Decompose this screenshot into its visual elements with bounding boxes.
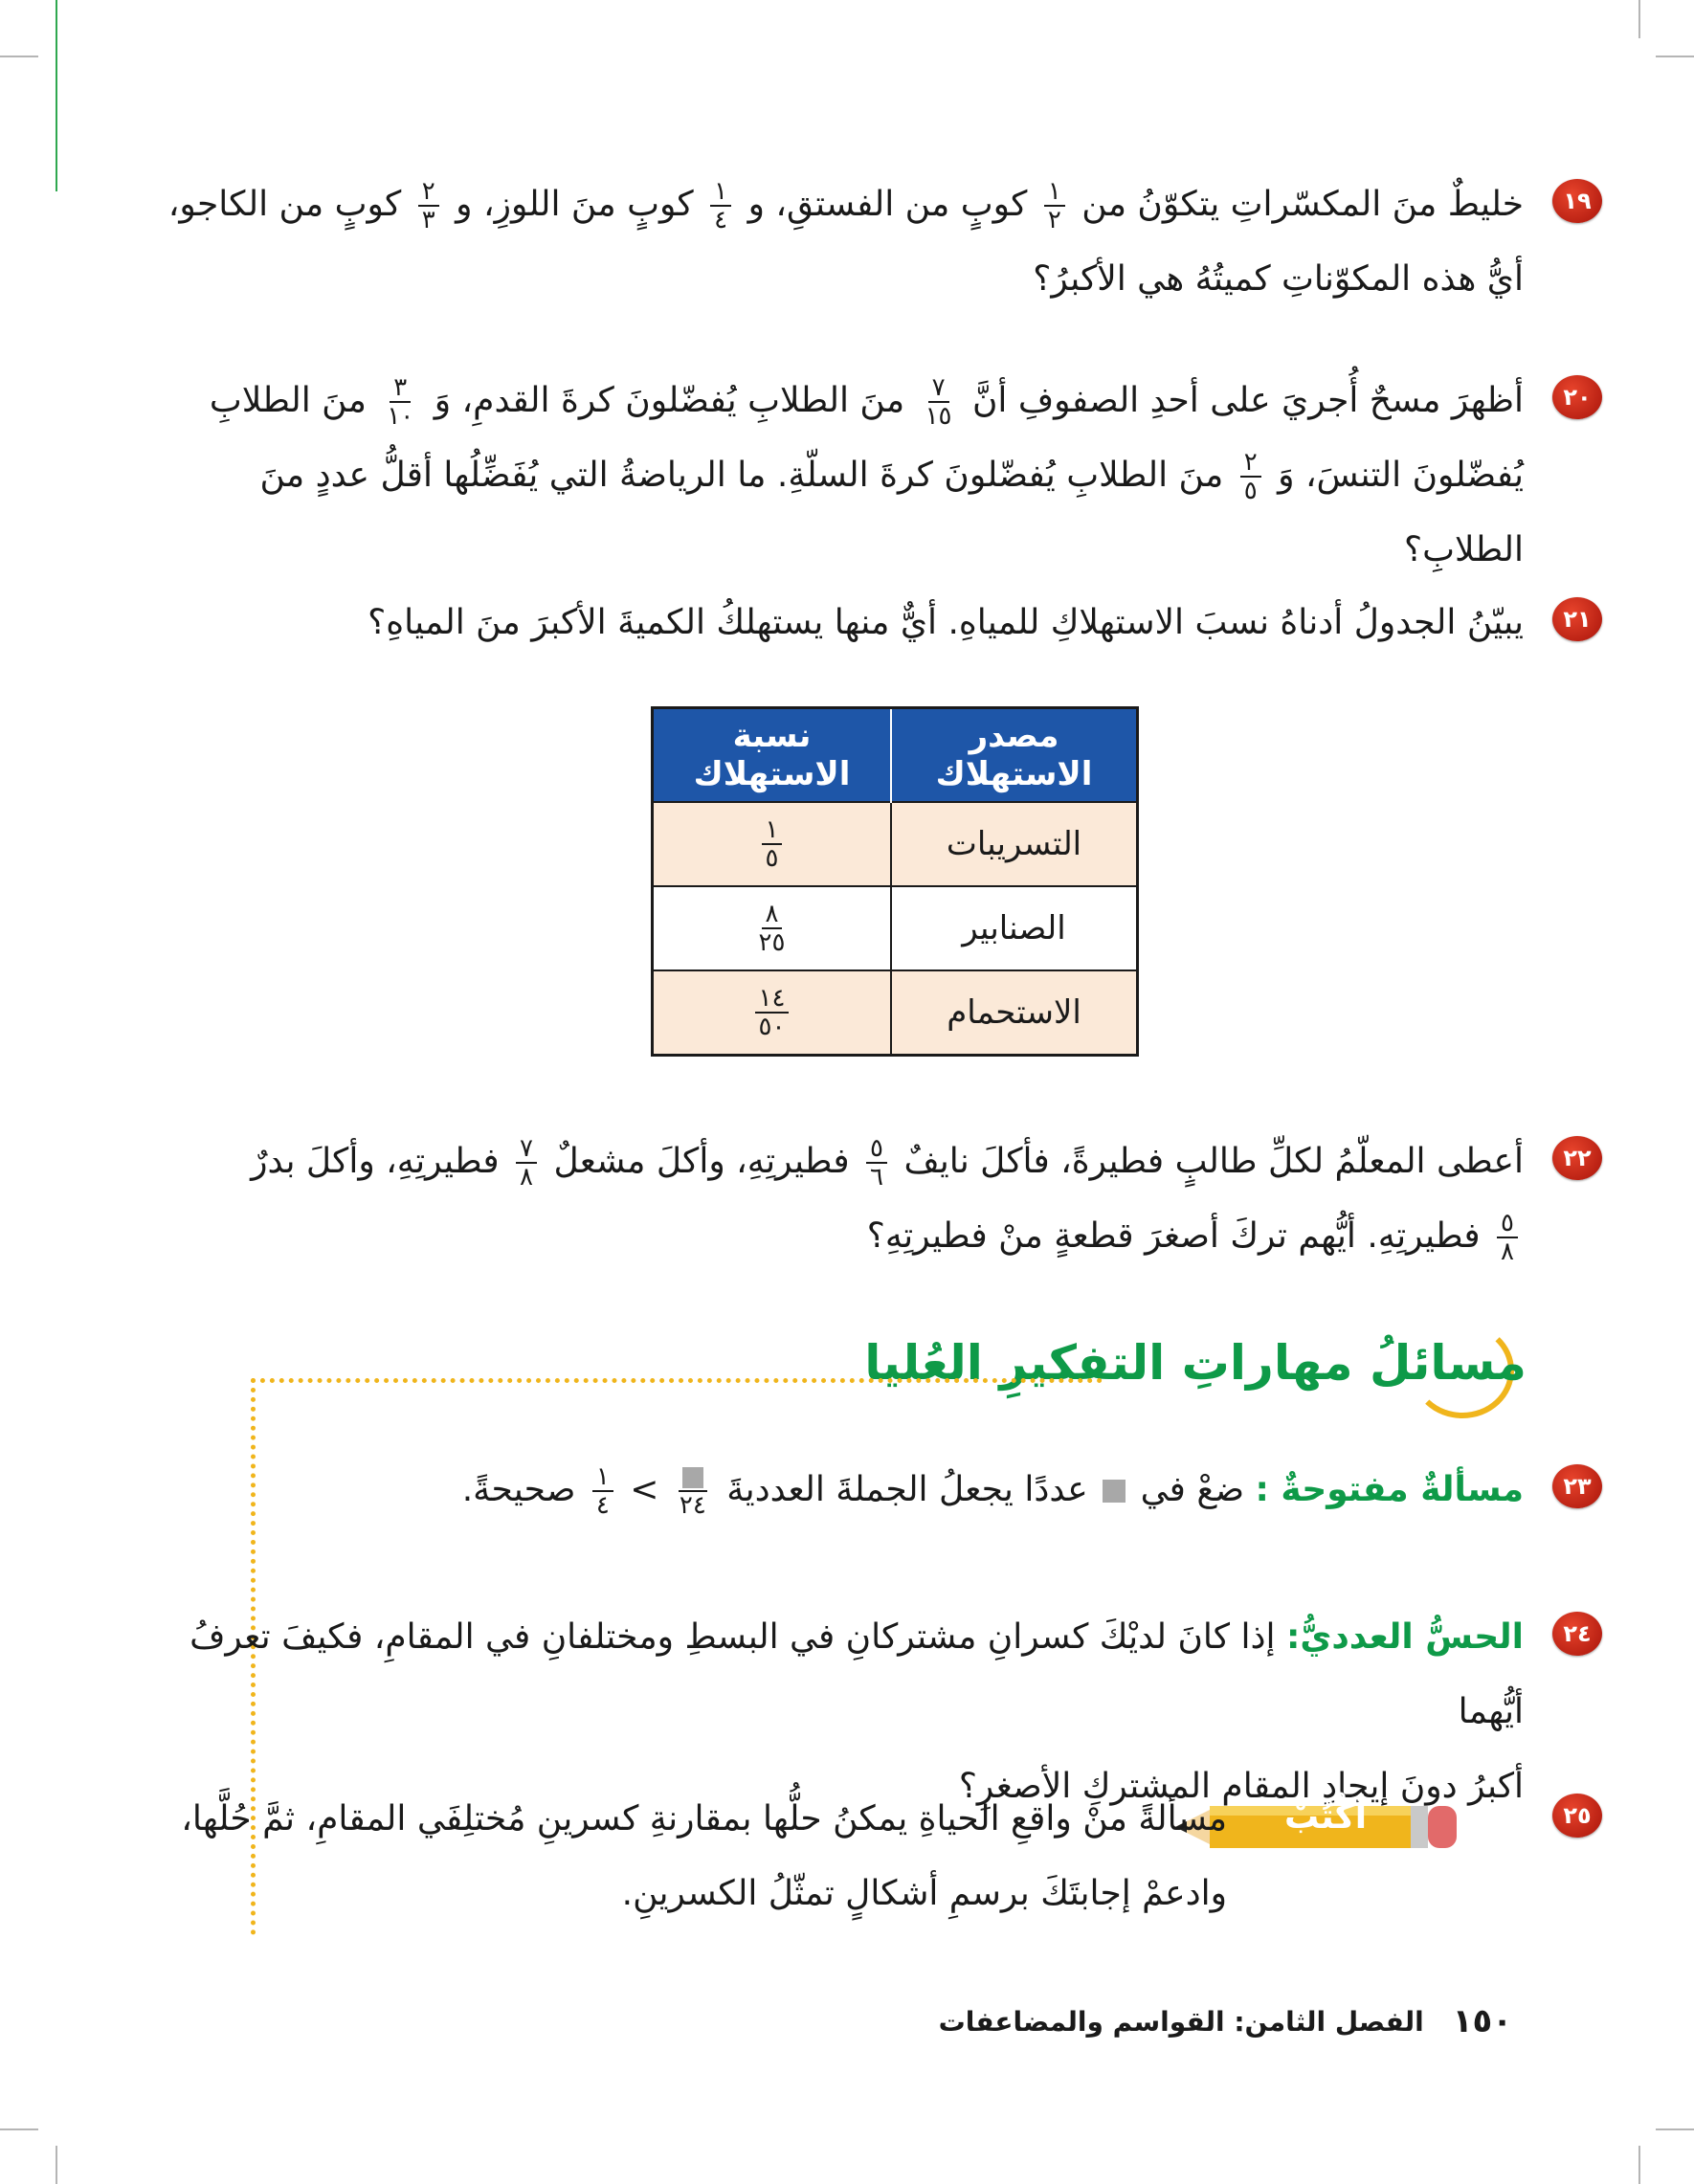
problem-line: وادعمْ إجابتَكَ برسمِ أشكالٍ تمثّلُ الكسرينِ. — [621, 1874, 1227, 1913]
problem-text: ضعْ في — [1140, 1470, 1245, 1509]
numerator: ٢ — [418, 178, 439, 207]
table-row — [653, 970, 1138, 1056]
problem-20 — [165, 364, 1592, 588]
denominator: ٤ — [714, 206, 728, 234]
table-row — [653, 886, 1138, 970]
table-row — [653, 802, 1138, 886]
fraction — [922, 374, 956, 430]
chapter-label: الفصل الثامن: — [1234, 2005, 1424, 2038]
problem-text: منَ الطلابِ يُفضّلونَ كرةَ القدمِ، وَ — [434, 381, 905, 420]
numerator: ٧ — [516, 1135, 537, 1164]
denominator: ٥ — [1243, 477, 1258, 505]
blank-box — [1103, 1480, 1126, 1503]
fraction — [516, 1135, 537, 1191]
fraction — [1497, 1210, 1518, 1265]
problem-line: أكبرُ دونَ إيجادِ المقامِ المشتركِ الأصغرِ؟ — [958, 1767, 1524, 1806]
problem-text: كوبٍ من الفستقِ، و — [747, 185, 1028, 224]
fraction — [1240, 449, 1261, 504]
denominator: ٣ — [421, 206, 435, 234]
numerator: ٥ — [1497, 1210, 1518, 1238]
problem-number-badge: ٢١ — [1552, 597, 1602, 641]
crop-mark — [1638, 0, 1640, 38]
table-header-row — [653, 708, 1138, 803]
denominator: ٢ — [1047, 206, 1061, 234]
numerator: ١ — [1044, 178, 1065, 207]
problem-text: عددًا يجعلُ الجملةَ العدديةَ — [726, 1470, 1088, 1509]
problem-text: إذا كانَ لديْكَ كسرانِ مشتركانِ في البسطِ ومختلفانِ في المقامِ، فكيفَ تعرفُ أيُّهما — [189, 1617, 1524, 1731]
fraction — [592, 1463, 613, 1519]
problem-number-badge: ١٩ — [1552, 179, 1602, 223]
problem-text: كوبٍ منَ اللوزِ، و — [456, 185, 694, 224]
fraction — [710, 178, 731, 234]
margin-bar — [56, 0, 57, 191]
crop-mark — [1656, 56, 1694, 57]
problem-label: الحسُّ العدديُّ: — [1285, 1617, 1524, 1657]
dotted-divider — [251, 1378, 1103, 1383]
denominator: ٤ — [595, 1491, 610, 1520]
problem-number-badge: ٢٢ — [1552, 1136, 1602, 1180]
problem-text: منَ الطلابِ — [209, 381, 367, 420]
table-cell-source: التسريبات — [891, 802, 1138, 886]
table-header-ratio: نسبة الاستهلاك — [653, 708, 892, 803]
numerator: ٣ — [390, 374, 411, 403]
denominator: ٥ — [765, 844, 779, 873]
problem-text: خليطٌ منَ المكسّراتِ يتكوّنُ من — [1081, 185, 1524, 224]
denominator: ٥٠ — [758, 1013, 786, 1041]
table-cell-ratio — [653, 886, 892, 970]
problem-text: مسألةً منْ واقعِ الحياةِ يمكنُ حلُّها بمقارنةِ كسرينِ مُختلِفَي المقامِ، ثمَّ حُلَّها، — [181, 1799, 1227, 1839]
table-cell-source: الاستحمام — [891, 970, 1138, 1056]
fraction — [418, 178, 439, 234]
problem-line — [165, 167, 1524, 242]
pencil-label: أكْتُبْ — [1283, 1797, 1368, 1837]
page-footer — [939, 2002, 1512, 2040]
problem-line — [165, 1600, 1524, 1749]
problem-number-badge: ٢٣ — [1552, 1464, 1602, 1508]
numerator: ٥ — [866, 1135, 887, 1164]
problem-label: مسألةٌ مفتوحةٌ : — [1255, 1470, 1524, 1509]
crop-mark — [0, 56, 38, 57]
problem-number-badge: ٢٤ — [1552, 1612, 1602, 1656]
problem-text: أظهرَ مسحٌ أُجريَ على أحدِ الصفوفِ أنَّ — [971, 381, 1524, 420]
problem-23 — [165, 1453, 1592, 1527]
problem-text: أعطى المعلّمُ لكلِّ طالبٍ فطيرةً، فأكلَ نايفٌ — [903, 1142, 1524, 1181]
problem-number-badge: ٢٥ — [1552, 1794, 1602, 1838]
numerator: ١ — [762, 816, 783, 845]
table-cell-ratio — [653, 970, 892, 1056]
numerator: ١ — [592, 1463, 613, 1492]
problem-19 — [165, 167, 1592, 317]
problem-text: فطيرتِهِ، وأكلَ مشعلٌ — [553, 1142, 850, 1181]
table-header-source: مصدر الاستهلاك — [891, 708, 1138, 803]
table-cell-ratio — [653, 802, 892, 886]
problem-line — [165, 438, 1524, 588]
numerator: ١ — [710, 178, 731, 207]
problem-line — [165, 364, 1524, 438]
problem-text: كوبٍ من الكاجو، — [167, 185, 402, 224]
problem-text: فطيرتِهِ، وأكلَ بدرٌ — [251, 1142, 500, 1181]
denominator: ٢٤ — [679, 1491, 706, 1520]
hots-section-title: مسائلُ مهاراتِ التفكيرِ العُليا — [864, 1335, 1527, 1391]
chapter-title: القواسم والمضاعفات — [938, 2005, 1225, 2038]
table-cell-source: الصنابير — [891, 886, 1138, 970]
problem-21 — [165, 586, 1592, 660]
numerator: ٧ — [928, 374, 949, 403]
problem-line: يبيّنُ الجدولُ أدناهُ نسبَ الاستهلاكِ للمياهِ. أيٌّ منها يستهلكُ الكميةَ الأكبرَ منَ المياهِ؟ — [368, 603, 1524, 642]
problem-22 — [165, 1125, 1592, 1274]
blank-box — [682, 1467, 703, 1488]
comparison-operator: > — [630, 1470, 659, 1509]
fraction — [1044, 178, 1065, 234]
fraction — [866, 1135, 887, 1191]
fraction — [676, 1463, 710, 1519]
denominator: ١٥ — [925, 402, 952, 431]
crop-mark — [0, 2128, 38, 2130]
fraction — [383, 374, 417, 430]
numerator: ٨ — [762, 901, 783, 929]
denominator: ٦ — [870, 1163, 883, 1192]
problem-text: منَ الطلابِ يُفضّلونَ كرةَ السلّةِ. ما الرياضةُ التي يُفَضِّلُها أقلُّ عددٍ منَ الطلابِ؟ — [259, 456, 1524, 569]
numerator-blank — [679, 1463, 707, 1492]
numerator: ٢ — [1240, 449, 1261, 478]
problem-number-badge: ٢٠ — [1552, 375, 1602, 419]
denominator: ٢٥ — [758, 928, 786, 957]
denominator: ١٠ — [387, 402, 414, 431]
problem-text: صحيحةً. — [461, 1470, 576, 1509]
crop-mark — [1656, 2128, 1694, 2130]
problem-text: يُفضّلونَ التنسَ، وَ — [1278, 456, 1524, 495]
footer-chapter — [939, 2006, 1424, 2038]
crop-mark — [1638, 2146, 1640, 2184]
numerator: ١٤ — [755, 985, 790, 1014]
consumption-table — [651, 706, 1139, 1057]
problem-line — [165, 1125, 1524, 1199]
problem-line — [165, 1199, 1524, 1274]
page-number: ١٥٠ — [1452, 2002, 1512, 2040]
crop-mark — [56, 2146, 57, 2184]
denominator: ٨ — [1501, 1237, 1514, 1266]
problem-text: فطيرتِهِ. أيُّهم تركَ أصغرَ قطعةٍ منْ فطيرتِهِ؟ — [866, 1216, 1481, 1256]
problem-line: أيُّ هذه المكوّناتِ كميتُهُ هي الأكبرُ؟ — [1033, 259, 1524, 299]
problem-line — [165, 1453, 1524, 1527]
denominator: ٨ — [520, 1163, 533, 1192]
